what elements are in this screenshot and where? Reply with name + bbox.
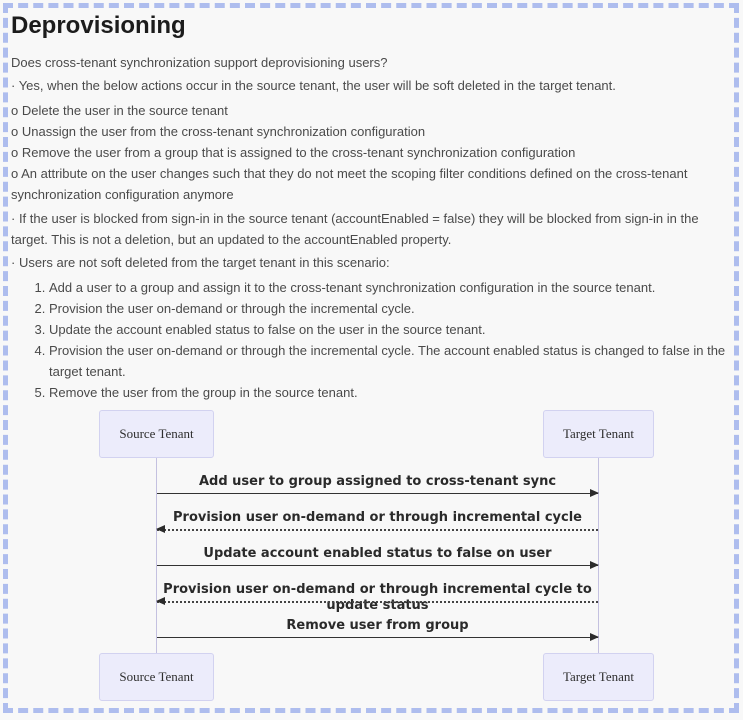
message-arrow-5 xyxy=(157,637,598,638)
actor-source-tenant-top xyxy=(99,410,214,458)
actor-label: Target Tenant xyxy=(563,669,634,684)
actor-label: Source Tenant xyxy=(119,426,194,441)
action-item: o Delete the user in the source tenant xyxy=(11,103,228,118)
message-label-4: Provision user on-demand or through incremental cycle to update status xyxy=(163,582,592,613)
action-item: o An attribute on the user changes such that they do not meet the scoping filter conditions defined on the cross-tenant synchronization configuration anymore xyxy=(11,166,688,202)
message-label-1: Add user to group assigned to cross-tenant sync xyxy=(198,474,557,489)
action-item: o Unassign the user from the cross-tenant synchronization configuration xyxy=(11,124,426,139)
action-list xyxy=(11,100,733,205)
actor-target-tenant-top xyxy=(543,410,654,458)
message-label-3: Update account enabled status to false on user xyxy=(203,546,552,561)
step-item: 5. Remove the user from the group in the source tenant. xyxy=(49,382,733,403)
message-arrow-4 xyxy=(157,601,598,603)
step-item: 2. Provision the user on-demand or through the incremental cycle. xyxy=(49,298,733,319)
message-label-5: Remove user from group xyxy=(286,618,469,633)
actor-label: Target Tenant xyxy=(563,426,634,441)
actor-label: Source Tenant xyxy=(119,669,194,684)
message-arrow-1 xyxy=(157,493,598,494)
paragraph-blocked-note: · If the user is blocked from sign-in in the source tenant (accountEnabled = false) they will be blocked from sign-in in the target. This is not a deletion, but an updated to the accountEnabled property. xyxy=(11,211,699,247)
scenario-steps-list xyxy=(11,277,733,403)
actor-source-tenant-bottom xyxy=(99,653,214,701)
step-item: 4. Provision the user on-demand or through the incremental cycle. The account enabled status is changed to false in the target tenant. xyxy=(49,340,733,382)
message-label-2: Provision user on-demand or through incremental cycle xyxy=(173,510,582,525)
message-arrow-3 xyxy=(157,565,598,566)
paragraph-scenario-intro: · Users are not soft deleted from the target tenant in this scenario: xyxy=(11,255,390,270)
actor-target-tenant-bottom xyxy=(543,653,654,701)
paragraph-yes-statement: · Yes, when the below actions occur in the source tenant, the user will be soft deleted in the target tenant. xyxy=(11,78,616,93)
message-arrow-2 xyxy=(157,529,598,531)
step-item: 3. Update the account enabled status to false on the user in the source tenant. xyxy=(49,319,733,340)
sequence-diagram xyxy=(11,410,733,705)
lifeline-target xyxy=(598,458,599,653)
action-item: o Remove the user from a group that is assigned to the cross-tenant synchronization configuration xyxy=(11,145,576,160)
page-title: Deprovisioning xyxy=(11,12,186,39)
step-item: 1. Add a user to a group and assign it to the cross-tenant synchronization configuration in the source tenant. xyxy=(49,277,733,298)
paragraph-question: Does cross-tenant synchronization support deprovisioning users? xyxy=(11,55,388,70)
document-content xyxy=(11,8,733,705)
